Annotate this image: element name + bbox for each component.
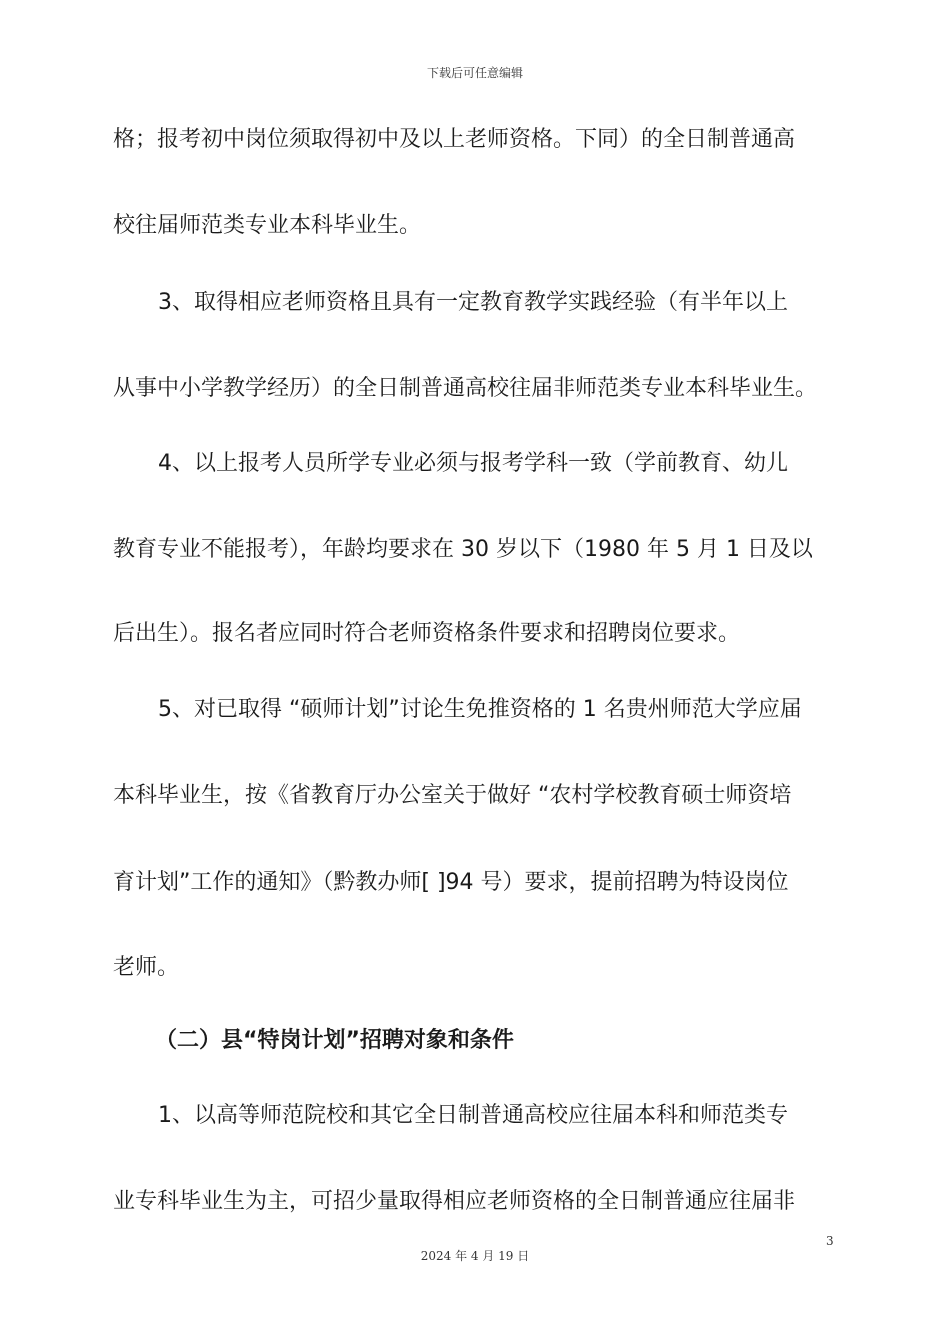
body-line-3: 3、取得相应老师资格且具有一定教育教学实践经验（有半年以上 xyxy=(158,290,788,315)
page-header: 下载后可任意编辑 xyxy=(426,66,523,80)
page-number: 3 xyxy=(826,1234,834,1248)
body-line-4: 从事中小学教学经历）的全日制普通高校往届非师范类专业本科毕业生。 xyxy=(113,376,818,401)
body-line-6: 教育专业不能报考），年龄均要求在 30 岁以下（1980 年 5 月 1 日及以 xyxy=(113,537,813,562)
body-line-5: 4、以上报考人员所学专业必须与报考学科一致（学前教育、幼儿 xyxy=(158,451,788,476)
body-line-13: 业专科毕业生为主，可招少量取得相应老师资格的全日制普通应往届非 xyxy=(113,1189,796,1214)
body-line-1: 格；报考初中岗位须取得初中及以上老师资格。下同）的全日制普通高 xyxy=(113,127,796,152)
section-heading: （二）县“特岗计划”招聘对象和条件 xyxy=(155,1028,514,1053)
body-line-10: 育计划”工作的通知》（黔教办师[ ]94 号）要求，提前招聘为特设岗位 xyxy=(113,870,789,895)
body-line-12: 1、以高等师范院校和其它全日制普通高校应往届本科和师范类专 xyxy=(158,1103,788,1128)
body-line-11: 老师。 xyxy=(113,955,180,980)
body-line-9: 本科毕业生，按《省教育厅办公室关于做好 “农村学校教育硕士师资培 xyxy=(113,783,792,808)
body-line-2: 校往届师范类专业本科毕业生。 xyxy=(113,213,422,238)
page-footer-date: 2024 年 4 月 19 日 xyxy=(420,1249,530,1263)
body-line-8: 5、对已取得 “硕师计划”讨论生免推资格的 1 名贵州师范大学应届 xyxy=(158,697,802,722)
body-line-7: 后出生）。报名者应同时符合老师资格条件要求和招聘岗位要求。 xyxy=(113,621,741,646)
